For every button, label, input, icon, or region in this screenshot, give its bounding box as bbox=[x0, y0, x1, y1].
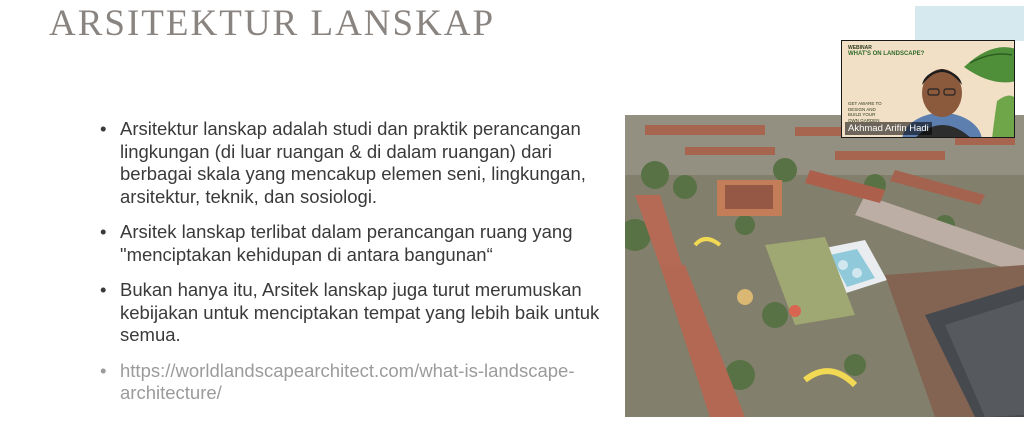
bullet-icon: • bbox=[100, 359, 107, 381]
webinar-title: WHAT'S ON LANDSCAPE? bbox=[848, 51, 925, 57]
accent-block bbox=[915, 6, 1024, 41]
bullet-text: Arsitek lanskap terlibat dalam perancangan ruang yang "menciptakan kehidupan di antara bangunan“ bbox=[120, 221, 573, 265]
bullet-item bbox=[100, 118, 600, 208]
bullet-text: Bukan hanya itu, Arsitek lanskap juga turut merumuskan kebijakan untuk menciptakan tempat yang lebih baik untuk semua. bbox=[120, 279, 600, 345]
aerial-photo bbox=[625, 115, 1024, 417]
bullet-item bbox=[100, 279, 600, 347]
webinar-tagline: GET AWARE TO DESIGN AND BUILD YOUR OWN GARDEN bbox=[848, 101, 882, 123]
bullet-icon: • bbox=[100, 279, 107, 300]
bullet-list bbox=[100, 118, 600, 418]
bullet-item bbox=[100, 221, 600, 266]
bullet-item-link bbox=[100, 360, 600, 405]
slide-title: ARSITEKTUR LANSKAP bbox=[49, 3, 496, 44]
aerial-photo-illustration bbox=[625, 115, 1024, 417]
webinar-label: WEBINAR bbox=[848, 45, 872, 51]
bullet-icon: • bbox=[100, 221, 107, 242]
participant-video[interactable] bbox=[841, 40, 1015, 138]
participant-name: Akhmad Arifin Hadi bbox=[845, 122, 932, 135]
bullet-text: Arsitektur lanskap adalah studi dan praktik perancangan lingkungan (di luar ruangan & di dalam ruangan) dari berbagai skala yang mencakup elemen seni, lingkungan, arsitektur, teknik, dan sosiologi. bbox=[120, 118, 586, 207]
bullet-icon: • bbox=[100, 118, 107, 139]
source-link[interactable]: https://worldlandscapearchitect.com/what-is-landscape-architecture/ bbox=[120, 359, 575, 403]
